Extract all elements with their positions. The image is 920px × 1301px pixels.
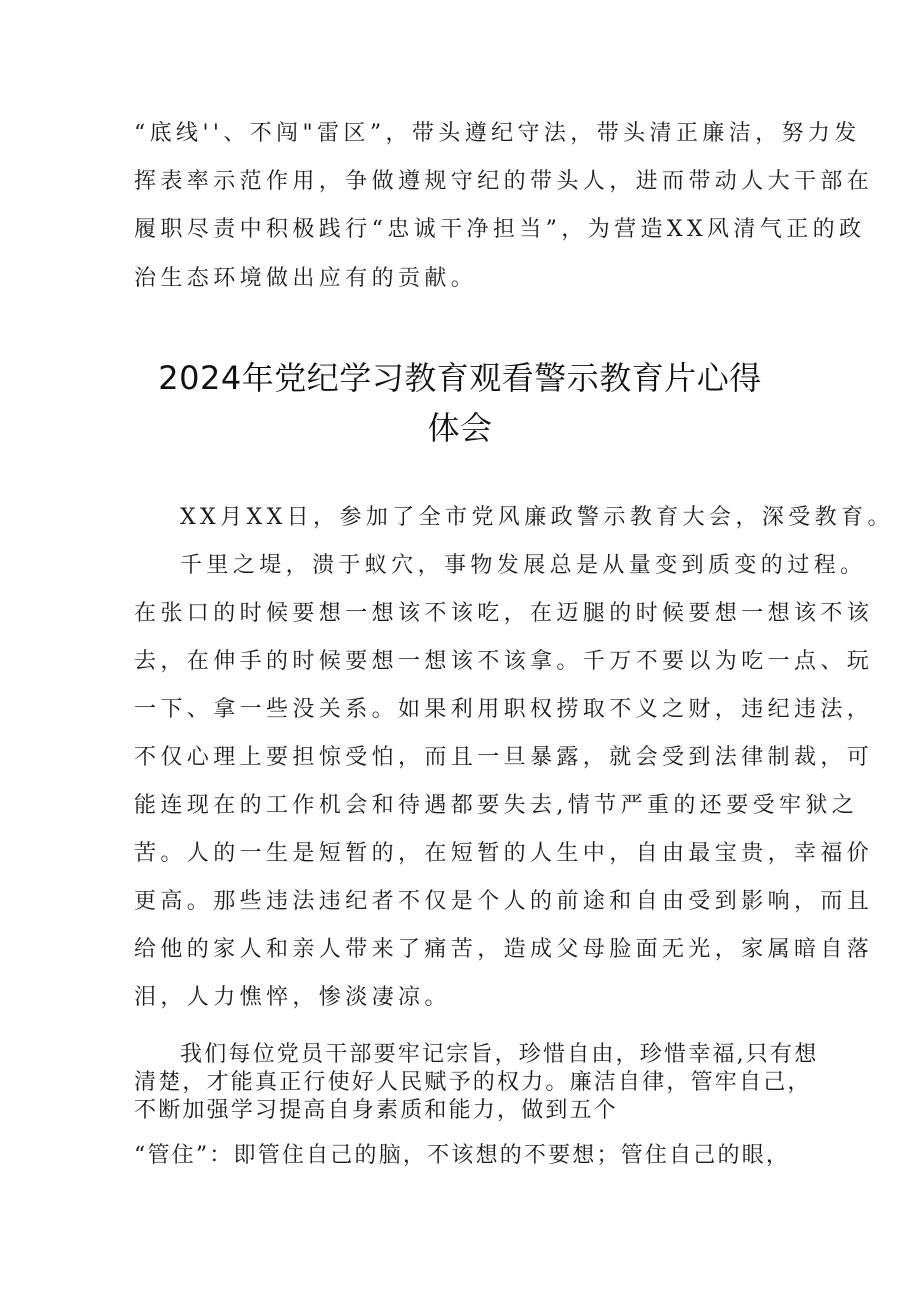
- body-line-7: 能连现在的工作机会和待遇都要失去,情节严重的还要受牢狱之: [134, 793, 859, 818]
- body-line-5: 一下、拿一些没关系。如果利用职权捞取不义之财，违纪违法，: [134, 697, 874, 722]
- body-line-4: 去，在伸手的时候要想一想该不该拿。千万不要以为吃一点、玩: [134, 649, 874, 674]
- intro-line-2: 挥表率示范作用，争做遵规守纪的带头人，进而带动人大干部在: [134, 169, 874, 194]
- page-title-line-1: 2024年党纪学习教育观看警示教育片心得: [158, 359, 762, 397]
- body-line-2: 千里之堤，溃于蚁穴，事物发展总是从量变到质变的过程。: [180, 553, 867, 578]
- body-line-1: XX月XX日，参加了全市党风廉政警示教育大会，深受教育。: [180, 505, 894, 530]
- intro-line-3: 履职尽责中积极践行“忠诚干净担当”，为营造XX风清气正的政: [134, 217, 866, 242]
- closing-line-1: 我们每位党员干部要牢记宗旨，珍惜自由，珍惜幸福,只有想: [180, 1042, 819, 1067]
- body-line-9: 更高。那些违法违纪者不仅是个人的前途和自由受到影响，而且: [134, 889, 874, 914]
- body-line-3: 在张口的时候要想一想该不该吃，在迈腿的时候要想一想该不该: [134, 601, 874, 626]
- body-line-11: 泪，人力憔悴，惨淡凄凉。: [134, 985, 451, 1010]
- page-title-line-2: 体会: [427, 409, 493, 447]
- closing-line-4: “管住”：即管住自己的脑，不该想的不要想；管住自己的眼，: [134, 1143, 791, 1168]
- body-line-8: 苦。人的一生是短暂的，在短暂的人生中，自由最宝贵，幸福价: [134, 841, 874, 866]
- closing-line-3: 不断加强学习提高自身素质和能力，做到五个: [134, 1098, 619, 1123]
- intro-line-4: 治生态环境做出应有的贡献。: [134, 266, 478, 291]
- closing-line-2: 清楚，才能真正行使好人民赋予的权力。廉洁自律，管牢自己，: [134, 1070, 812, 1095]
- intro-line-1: “底线''、不闯"雷区”，带头遵纪守法，带头清正廉洁，努力发: [134, 121, 861, 146]
- body-line-6: 不仅心理上要担惊受怕，而且一旦暴露，就会受到法律制裁，可: [134, 745, 874, 770]
- body-line-10: 给他的家人和亲人带来了痛苦，造成父母脸面无光，家属暗自落: [134, 937, 874, 962]
